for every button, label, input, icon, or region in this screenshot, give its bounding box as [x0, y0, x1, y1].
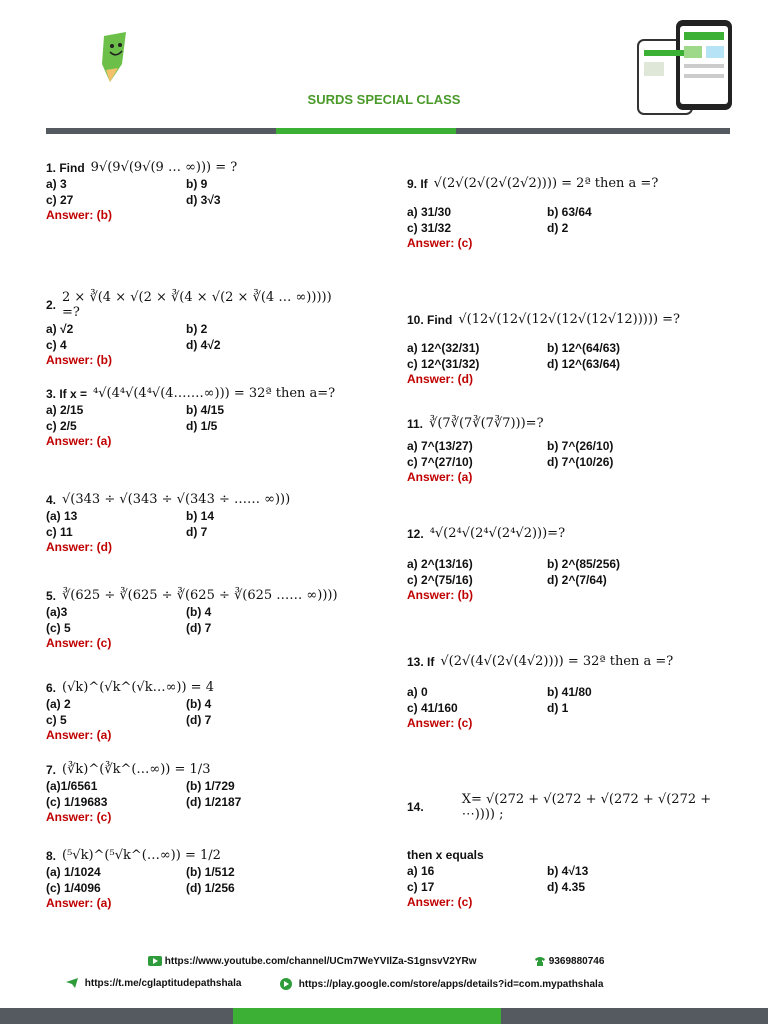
question-9 — [407, 176, 727, 276]
option: c) 5 — [46, 713, 67, 727]
option: d) 7^(10/26) — [547, 455, 614, 469]
option: (a)1/6561 — [46, 779, 98, 793]
question-label: 4. — [46, 492, 57, 507]
option: c) 2^(75/16) — [407, 573, 473, 587]
option: a) 7^(13/27) — [407, 439, 473, 453]
option: (a) 2 — [46, 697, 71, 711]
option: c) 12^(31/32) — [407, 357, 480, 371]
answer: Answer: (a) — [407, 470, 473, 484]
option: c) 31/32 — [407, 221, 452, 235]
question-6 — [46, 666, 346, 750]
question-label: 2. — [46, 298, 57, 312]
answer: Answer: (b) — [46, 208, 112, 222]
footer-divider — [0, 1008, 768, 1024]
pencil-logo — [96, 30, 136, 84]
question-8 — [46, 834, 346, 918]
option: b) 7^(26/10) — [547, 439, 614, 453]
question-label: 12. — [407, 526, 424, 541]
question-label: 13. If — [407, 654, 435, 669]
option: b) 9 — [186, 177, 208, 191]
question-expression: ⁴√(4⁴√(4⁴√(4…….∞))) = 32ª then a=? — [93, 386, 336, 401]
answer: Answer: (c) — [407, 716, 473, 730]
question-11 — [407, 416, 727, 506]
option: (d) 7 — [186, 621, 212, 635]
option: b) 14 — [186, 509, 215, 523]
option: b) 63/64 — [547, 205, 592, 219]
option: d) 2^(7/64) — [547, 573, 607, 587]
answer: Answer: (c) — [46, 810, 112, 824]
option: b) 2^(85/256) — [547, 557, 621, 571]
answer: Answer: (a) — [46, 728, 112, 742]
question-expression: (⁵√k)^(⁵√k^(…∞)) = 1/2 — [62, 848, 221, 863]
option: a) √2 — [46, 322, 74, 336]
question-5 — [46, 562, 346, 666]
option: b) 4/15 — [186, 403, 225, 417]
option: a) 0 — [407, 685, 428, 699]
answer: Answer: (b) — [46, 353, 112, 367]
option: d) 7 — [186, 525, 208, 539]
question-expression: √(343 ÷ √(343 ÷ √(343 ÷ …… ∞))) — [62, 492, 291, 507]
option: a) 2/15 — [46, 403, 84, 417]
question-label: 5. — [46, 588, 57, 603]
question-expression: (∛k)^(∛k^(…∞)) = 1/3 — [62, 762, 211, 777]
answer: Answer: (a) — [46, 434, 112, 448]
option: (a)3 — [46, 605, 68, 619]
question-1 — [46, 160, 346, 248]
option: (d) 7 — [186, 713, 212, 727]
question-3 — [46, 378, 346, 478]
option: c) 2/5 — [46, 419, 77, 433]
option: d) 1/5 — [186, 419, 218, 433]
question-10 — [407, 276, 727, 416]
option: d) 3√3 — [186, 193, 221, 207]
left-column — [46, 160, 346, 918]
question-expression: √(2√(2√(2√(2√2)))) = 2ª then a =? — [433, 176, 659, 191]
option: c) 17 — [407, 880, 435, 894]
question-label: 8. — [46, 848, 57, 863]
question-7 — [46, 750, 346, 834]
question-note: then x equals — [407, 848, 484, 862]
youtube-link[interactable]: https://www.youtube.com/channel/UCm7WeYVIlZa-S1gnsvV2YRw — [164, 956, 477, 967]
option: d) 4.35 — [547, 880, 586, 894]
option: d) 2 — [547, 221, 569, 235]
phone-icon — [534, 956, 546, 966]
question-4 — [46, 478, 346, 562]
option: b) 2 — [186, 322, 208, 336]
question-expression: 9√(9√(9√(9 … ∞))) = ? — [90, 160, 238, 175]
page-title: SURDS SPECIAL CLASS — [307, 92, 461, 107]
option: (a) 1/1024 — [46, 865, 101, 879]
option: a) 16 — [407, 864, 435, 878]
question-label: 11. — [407, 416, 424, 431]
question-expression: ∛(625 ÷ ∛(625 ÷ ∛(625 ÷ ∛(625 …… ∞)))) — [62, 588, 338, 603]
question-expression: ∛(7∛(7∛(7∛7)))=? — [429, 416, 544, 431]
question-expression: √(12√(12√(12√(12√(12√12))))) =? — [458, 312, 681, 327]
question-expression: ⁴√(2⁴√(2⁴√(2⁴√2)))=? — [429, 526, 566, 541]
option: (d) 1/2187 — [186, 795, 242, 809]
option: (d) 1/256 — [186, 881, 235, 895]
question-label: 6. — [46, 680, 57, 695]
question-label: 9. If — [407, 176, 428, 191]
option: d) 12^(63/64) — [547, 357, 621, 371]
question-label: 3. If x = — [46, 386, 88, 401]
question-12 — [407, 506, 727, 618]
option: a) 3 — [46, 177, 67, 191]
youtube-icon — [148, 956, 162, 966]
option: (b) 4 — [186, 697, 212, 711]
question-expression: √(2√(4√(2√(4√2)))) = 32ª then a =? — [440, 654, 674, 669]
question-label: 1. Find — [46, 160, 85, 175]
telegram-link[interactable]: https://t.me/cglaptitudepathshala — [84, 978, 242, 989]
option: (c) 5 — [46, 621, 71, 635]
option: (b) 1/729 — [186, 779, 235, 793]
play-store-link[interactable]: https://play.google.com/store/apps/details?id=com.mypathshala — [298, 978, 604, 990]
question-13 — [407, 618, 727, 748]
option: a) 31/30 — [407, 205, 452, 219]
option: c) 4 — [46, 338, 67, 352]
telegram-icon — [66, 978, 78, 988]
answer: Answer: (b) — [407, 588, 473, 602]
question-label: 10. Find — [407, 312, 453, 327]
option: (c) 1/19683 — [46, 795, 108, 809]
option: d) 1 — [547, 701, 569, 715]
play-store-icon — [280, 978, 292, 990]
option: d) 4√2 — [186, 338, 221, 352]
option: c) 7^(27/10) — [407, 455, 473, 469]
right-column — [407, 176, 727, 908]
option: c) 27 — [46, 193, 74, 207]
option: c) 11 — [46, 525, 73, 539]
option: (c) 1/4096 — [46, 881, 101, 895]
header-divider — [46, 128, 730, 134]
answer: Answer: (c) — [46, 636, 112, 650]
option: a) 2^(13/16) — [407, 557, 473, 571]
question-14 — [407, 748, 727, 908]
question-expression: (√k)^(√k^(√k…∞)) = 4 — [62, 680, 214, 695]
question-expression: 2 × ∛(4 × √(2 × ∛(4 × √(2 × ∛(4 … ∞))))) =? — [62, 290, 332, 320]
answer: Answer: (d) — [407, 372, 473, 386]
answer: Answer: (d) — [46, 540, 112, 554]
question-label: 14. — [407, 800, 424, 814]
question-expression: X= √(272 + √(272 + √(272 + √(272 + ⋯)))) ; — [461, 792, 712, 822]
answer: Answer: (c) — [407, 236, 473, 250]
option: b) 41/80 — [547, 685, 592, 699]
option: (b) 4 — [186, 605, 212, 619]
option: a) 12^(32/31) — [407, 341, 480, 355]
question-label: 7. — [46, 762, 57, 777]
option: c) 41/160 — [407, 701, 458, 715]
answer: Answer: (c) — [407, 895, 473, 909]
phone-number: 9369880746 — [548, 956, 605, 967]
question-2 — [46, 248, 346, 378]
option: (a) 13 — [46, 509, 78, 523]
option: b) 4√13 — [547, 864, 589, 878]
option: (b) 1/512 — [186, 865, 235, 879]
option: b) 12^(64/63) — [547, 341, 621, 355]
answer: Answer: (a) — [46, 896, 112, 910]
